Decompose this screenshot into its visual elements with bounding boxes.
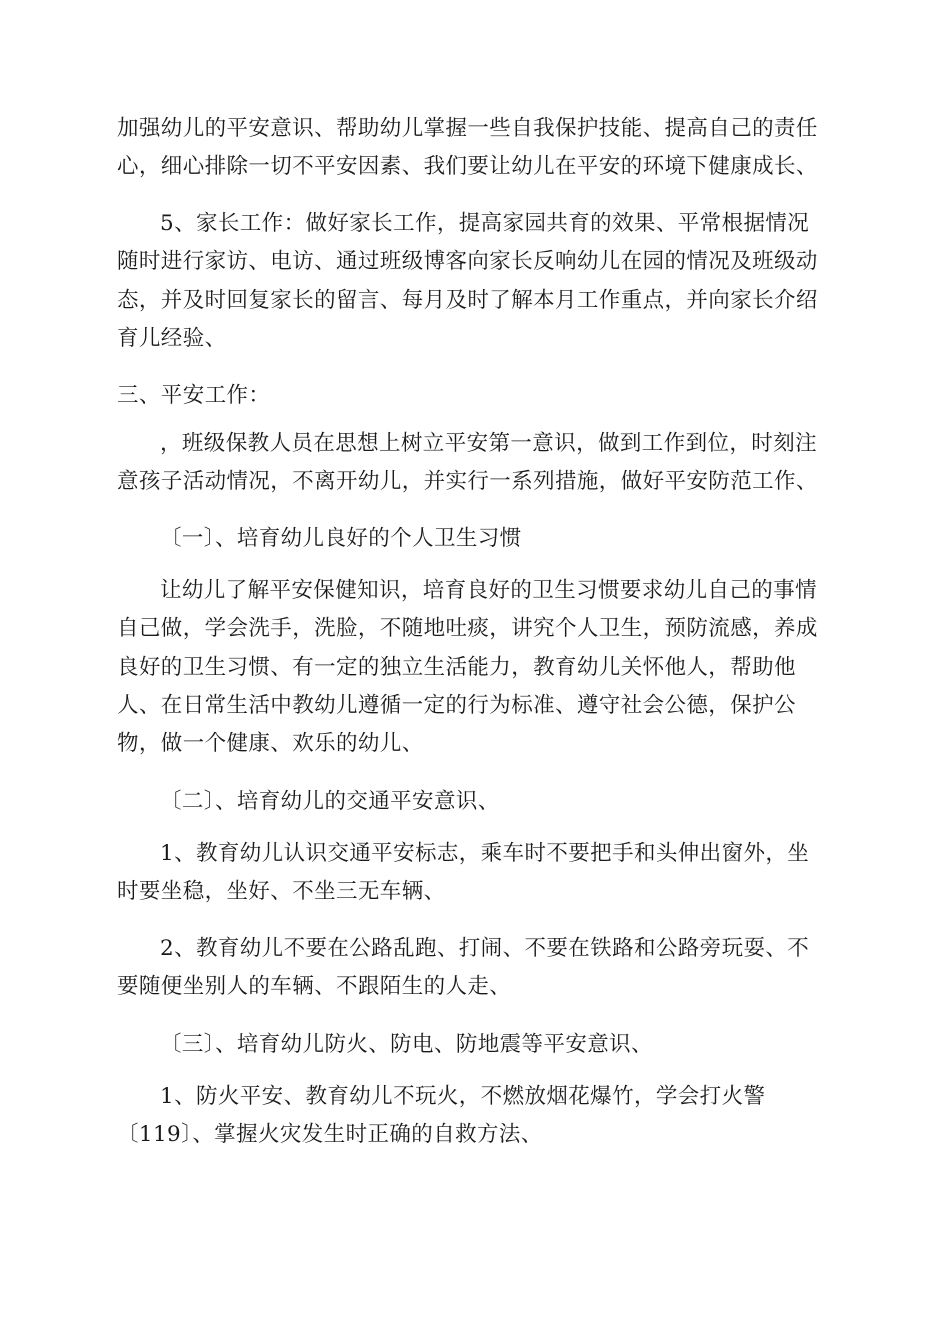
subsection-heading: 〔一〕、培育幼儿良好的个人卫生习惯 — [160, 526, 522, 551]
text-line: 心，细心排除一切不平安因素、我们要让幼儿在平安的环境下健康成长、 — [117, 154, 818, 179]
text-line: 随时进行家访、电访、通过班级博客向家长反响幼儿在园的情况及班级动 — [117, 249, 818, 274]
text-line: 1、教育幼儿认识交通平安标志，乘车时不要把手和头伸出窗外，坐 — [160, 841, 810, 866]
text-line: 时要坐稳，坐好、不坐三无车辆、 — [117, 879, 446, 904]
text-line: 5、家长工作：做好家长工作，提高家园共育的效果、平常根据情况 — [160, 211, 810, 236]
text-line: 2、教育幼儿不要在公路乱跑、打闹、不要在铁路和公路旁玩耍、不 — [160, 936, 810, 961]
section-heading: 三、平安工作： — [117, 383, 271, 408]
text-line: 物，做一个健康、欢乐的幼儿、 — [117, 731, 424, 756]
text-line: 育儿经验、 — [117, 326, 227, 351]
text-line: 态，并及时回复家长的留言、每月及时了解本月工作重点，并向家长介绍 — [117, 288, 818, 313]
text-line: 〔119〕、掌握火灾发生时正确的自救方法、 — [117, 1122, 543, 1147]
text-line: 让幼儿了解平安保健知识，培育良好的卫生习惯要求幼儿自己的事情 — [160, 578, 818, 603]
subsection-heading: 〔二〕、培育幼儿的交通平安意识、 — [160, 789, 500, 814]
text-line: 要随便坐别人的车辆、不跟陌生的人走、 — [117, 974, 512, 999]
text-line: ，班级保教人员在思想上树立平安第一意识，做到工作到位，时刻注 — [160, 431, 818, 456]
text-line: 意孩子活动情况，不离开幼儿，并实行一系列措施，做好平安防范工作、 — [117, 469, 818, 494]
subsection-heading: 〔三〕、培育幼儿防火、防电、防地震等平安意识、 — [160, 1032, 653, 1057]
text-line: 加强幼儿的平安意识、帮助幼儿掌握一些自我保护技能、提高自己的责任 — [117, 116, 818, 141]
text-line: 人、在日常生活中教幼儿遵循一定的行为标准、遵守社会公德，保护公 — [117, 693, 796, 718]
text-line: 自己做，学会洗手，洗脸，不随地吐痰，讲究个人卫生，预防流感，养成 — [117, 616, 818, 641]
text-line: 良好的卫生习惯、有一定的独立生活能力，教育幼儿关怀他人，帮助他 — [117, 655, 796, 680]
text-line: 1、防火平安、教育幼儿不玩火，不燃放烟花爆竹，学会打火警 — [160, 1084, 766, 1109]
